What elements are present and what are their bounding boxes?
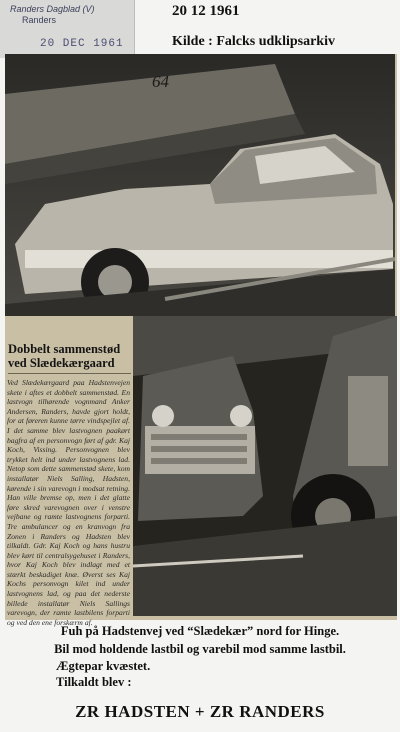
header-source: Kilde : Falcks udklipsarkiv bbox=[172, 34, 335, 49]
stamp-date: 20 DEC 1961 bbox=[40, 38, 124, 50]
photo-van-collision-image bbox=[133, 316, 397, 616]
stamp-city: Randers bbox=[22, 15, 57, 25]
caption-line-2: Bil mod holdende lastbil og varebil mod samme lastbil. bbox=[54, 642, 346, 656]
handwritten-number: 64 bbox=[152, 72, 169, 91]
caption-line-4: Tilkaldt blev : bbox=[56, 675, 132, 689]
photo-car-under-truck bbox=[5, 54, 395, 316]
stamp-newspaper: Randers Dagblad (V) bbox=[10, 4, 95, 14]
article-body: Ved Slædekærgaard paa Hadstenvejen skete i aftes et dobbelt sammenstød. En lastvogn tilhørende vognmand Anker Andersen, Randers, havde gjort holdt, for at føreren kunne tørre vindspejlet af. I det samme blev lastvognen paakørt bagfra af en personvogn ført af gdr. Kaj Koch, Vissing. Personvognen blev trykket helt ind under lastvognens lad. Netop som dette sammenstød skete, kom installatør Niels Salling, Hadsten, kørende i sin varevogn i modsat retning. Han ville bremse op, men i det glatte føre skred varevognen over i venstre vejbane og ramte lastvognens forparti. Tre ambulancer og en kranvogn fra Zonen i Randers og Hadsten blev tilkaldt. Gdr. Kaj Koch og hans hustru blev kørt til centralsygehuset i Randers, hvor Kaj Koch blev indlagt med et stærkt beskadiget knæ. Øverst ses Kaj Kochs personvogn kilet ind under lastvognens lad, og paa det nederste billede installatør Niels Sallings varevogn, der ramte lastbilens forparti og ved den ene forskærm af. bbox=[7, 378, 130, 627]
header-date: 20 12 1961 bbox=[172, 3, 240, 19]
article-headline: Dobbelt sammenstød ved Slædekærgaard bbox=[8, 342, 131, 374]
caption-line-3: Ægtepar kvæstet. bbox=[56, 659, 151, 673]
responding-units: ZR HADSTEN + ZR RANDERS bbox=[75, 702, 325, 721]
archive-stamp bbox=[0, 0, 135, 58]
caption-line-1: Fuh på Hadstenvej ved “Slædekær” nord for Hinge. bbox=[60, 624, 340, 638]
photo-van-collision bbox=[133, 316, 397, 616]
caption-block bbox=[0, 622, 400, 690]
photo-car-under-truck-image bbox=[5, 54, 395, 316]
article-column bbox=[6, 320, 131, 627]
